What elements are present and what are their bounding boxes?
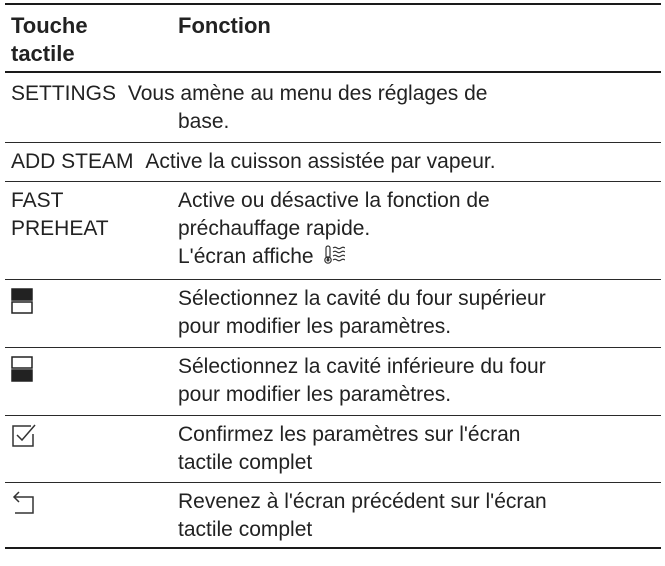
- key-fast-preheat: FAST PREHEAT: [11, 189, 109, 240]
- fast-preheat-icon: [323, 244, 345, 266]
- upper-cavity-icon: [11, 288, 33, 314]
- header-function: Fonction: [178, 13, 271, 38]
- touch-key-table: [5, 0, 661, 549]
- function-add-steam: Active la cuisson assistée par vapeur.: [145, 150, 496, 173]
- table-row-add-steam: [5, 143, 661, 181]
- lower-cavity-icon: [11, 356, 33, 382]
- table-row-settings: [5, 73, 661, 142]
- function-back: Revenez à l'écran précédent sur l'écran tactile complet: [178, 490, 547, 541]
- key-add-steam: ADD STEAM: [11, 150, 134, 173]
- confirm-check-icon: [11, 422, 37, 448]
- table-header: [5, 5, 661, 71]
- table-row-fast-preheat: [5, 182, 661, 279]
- function-confirm: Confirmez les paramètres sur l'écran tactile complet: [178, 423, 521, 474]
- function-lower-cavity: Sélectionnez la cavité inférieure du four pour modifier les paramètres.: [178, 355, 546, 406]
- key-settings: SETTINGS: [11, 82, 117, 105]
- header-touch-key: Touche tactile: [11, 13, 88, 66]
- back-arrow-icon: [11, 489, 37, 515]
- table-row-confirm: [5, 416, 661, 482]
- table-row-upper-cavity: [5, 280, 661, 347]
- table-row-back: [5, 483, 661, 547]
- function-settings-line2: base.: [178, 110, 230, 133]
- bottom-rule: [5, 547, 661, 549]
- function-upper-cavity: Sélectionnez la cavité du four supérieur pour modifier les paramètres.: [178, 287, 546, 338]
- table-row-lower-cavity: [5, 348, 661, 415]
- function-settings-line1: Vous amène au menu des réglages de: [127, 82, 488, 105]
- function-fast-preheat: Active ou désactive la fonction de préchauffage rapide. L'écran affiche: [178, 189, 490, 268]
